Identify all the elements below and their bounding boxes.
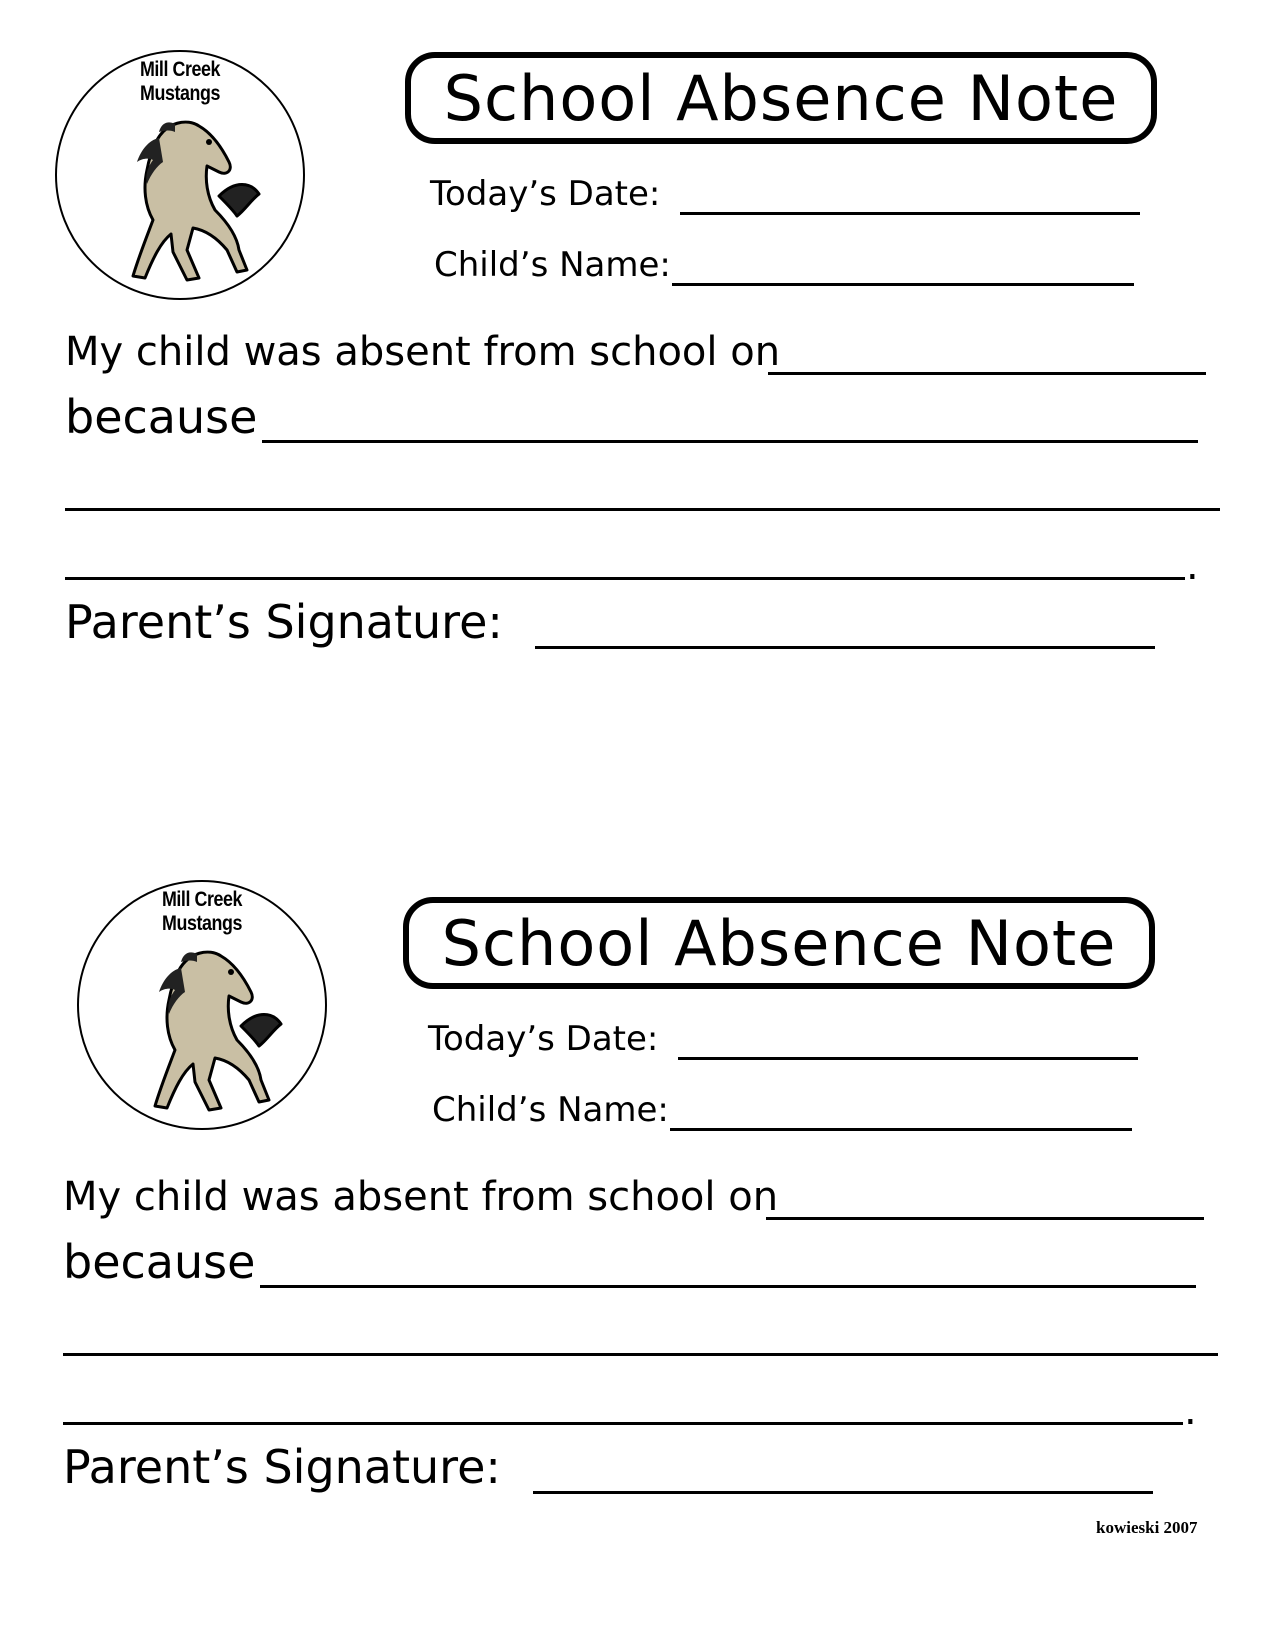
logo-line-1: Mill Creek: [161, 888, 243, 911]
logo-line-2: Mustangs: [140, 82, 220, 105]
childs-name-label: Child’s Name:: [434, 245, 671, 285]
reason-line-1[interactable]: [260, 1285, 1196, 1288]
logo-line-2: Mustangs: [162, 912, 242, 935]
todays-date-line[interactable]: [678, 1057, 1138, 1060]
logo-line-1: Mill Creek: [139, 58, 221, 81]
note-title: School Absence Note: [405, 52, 1157, 144]
reason-period: .: [1186, 543, 1199, 589]
because-label: because: [63, 1235, 256, 1289]
note-title: School Absence Note: [403, 897, 1155, 989]
reason-line-2[interactable]: [63, 1353, 1218, 1356]
signature-label: Parent’s Signature:: [65, 595, 503, 649]
school-logo: [77, 880, 327, 1130]
mustang-horse-icon: [109, 940, 299, 1120]
reason-period: .: [1184, 1388, 1197, 1434]
childs-name-line[interactable]: [670, 1128, 1132, 1131]
todays-date-label: Today’s Date:: [430, 174, 661, 214]
signature-line[interactable]: [535, 646, 1155, 649]
childs-name-label: Child’s Name:: [432, 1090, 669, 1130]
reason-line-3[interactable]: [63, 1422, 1183, 1425]
author-credit: kowieski 2007: [1096, 1518, 1198, 1537]
absent-date-label: My child was absent from school on: [65, 329, 781, 375]
signature-label: Parent’s Signature:: [63, 1440, 501, 1494]
signature-line[interactable]: [533, 1491, 1153, 1494]
absent-date-label: My child was absent from school on: [63, 1174, 779, 1220]
absent-date-line[interactable]: [766, 1217, 1204, 1220]
todays-date-label: Today’s Date:: [428, 1019, 659, 1059]
because-label: because: [65, 390, 258, 444]
logo-text: [97, 888, 306, 936]
